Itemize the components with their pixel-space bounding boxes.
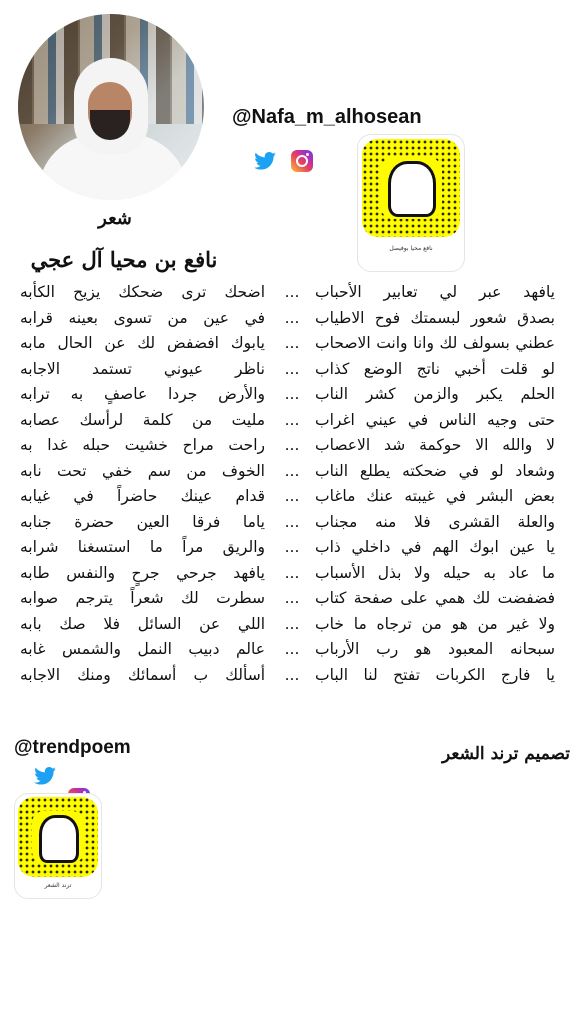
verse-separator: ... [284,538,300,556]
poem-line [20,564,555,589]
poem-line [20,666,555,691]
verse-first-half: سبحانه المعبود هو رب الأرباب [315,640,555,658]
poem-line [20,360,555,385]
poet-handle[interactable]: @Nafa_m_alhosean [232,106,422,128]
verse-first-half: يا فارج الكربات تفتح لنا الباب [315,665,555,684]
verse-first-half: ما عاد به حيله ولا بذل الأسباب [315,563,555,582]
poem-line [20,334,555,359]
verse-separator: ... [284,563,300,582]
verse-separator: ... [284,385,300,403]
verse-separator: ... [284,512,300,531]
verse-second-half: عالم دبيب النمل والشمس غابه [20,640,265,658]
poem-line [20,487,555,512]
verse-first-half: بصدق شعور لبسمتك فوح الاطياب [315,308,555,327]
poet-snapcode-caption: نافع محيا بوفيصل [389,245,433,252]
snapchat-ghost-icon [39,815,79,863]
poem-line [20,640,555,665]
verse-second-half: اضحك ترى ضحكك يزيح الكأبه [20,283,265,301]
verse-separator: ... [284,589,300,607]
verse-first-half: يا عين ابوك الهم في داخلي ذاب [315,538,555,556]
verse-first-half: فضفضت لك همي على صفحة كتاب [315,589,555,607]
verse-second-half: والأرض جردا عاصفٍ به ترابه [20,385,265,403]
twitter-icon[interactable] [34,767,56,785]
instagram-icon[interactable] [291,150,313,172]
poem-line [20,462,555,487]
verse-second-half: مليت من كلمة لرأسك عصابه [20,410,265,429]
twitter-icon[interactable] [254,152,276,170]
design-credit: تصميم ترند الشعر [442,744,570,764]
verse-second-half: يابوك افضفض لك عن الحال مابه [20,334,265,352]
poet-name: نافع بن محيا آل عجي [30,247,218,272]
verse-first-half: والعلة القشرى فلا منه مجناب [315,512,555,531]
verse-second-half: أسألك ب أسمائك ومنك الاجابه [20,665,265,684]
poem-line [20,436,555,461]
verse-first-half: حتى وجيه الناس في عيني اغراب [315,410,555,429]
verse-first-half: الحلم يكبر والزمن كشر الناب [315,385,555,403]
verse-second-half: راحت مراح خشيت حبله غدا به [20,436,265,454]
poet-snapcode[interactable] [357,134,465,272]
verse-first-half: لو قلت أخبي ناتج الوضع كذاب [315,359,555,378]
verse-separator: ... [284,487,300,505]
verse-first-half: عطني بسولف لك وانا وانت الاصحاب [315,334,555,352]
verse-second-half: ياما فرقا العين حضرة جنابه [20,512,265,531]
verse-separator: ... [284,359,300,378]
snapchat-ghost-icon [388,161,436,217]
poem-line [20,538,555,563]
verse-first-half: بعض البشر في غيبته عنك ماغاب [315,487,555,505]
poem-line [20,309,555,334]
verse-second-half: قدام عينك حاضراً في غيابه [20,487,265,505]
verse-separator: ... [284,410,300,429]
verse-second-half: ناظر عيوني تستمد الاجابه [20,359,265,378]
verse-separator: ... [284,308,300,327]
trend-handle[interactable]: @trendpoem [14,737,131,758]
verse-second-half: في عين من تسوى بعينه قرابه [20,308,265,327]
verse-first-half: لا والله الا حوكمة شد الاعصاب [315,436,555,454]
verse-first-half: يافهد عبر لي تعابير الأحباب [315,283,555,301]
poem-line [20,513,555,538]
verse-separator: ... [284,614,300,633]
verse-separator: ... [284,436,300,454]
poem-genre-label: شعر [98,208,132,229]
verse-separator: ... [284,283,300,301]
trend-snapcode-caption: ترند الشعر [44,882,72,889]
poem-line [20,411,555,436]
poem-line [20,615,555,640]
poet-avatar [18,14,204,200]
verse-second-half: اللي عن السائل فلا صك بابه [20,614,265,633]
verse-first-half: وشعاد لو في ضحكته يطلع الناب [315,461,555,480]
verse-separator: ... [284,334,300,352]
poem-line [20,283,555,308]
verse-second-half: سطرت لك شعراً يترجم صوابه [20,589,265,607]
verse-second-half: والريق مراً ما استسغنا شرابه [20,538,265,556]
verse-separator: ... [284,665,300,684]
poem-line [20,589,555,614]
verse-separator: ... [284,640,300,658]
verse-second-half: يافهد جرحي جرحٍ والنفس طابه [20,563,265,582]
poem-line [20,385,555,410]
verse-second-half: الخوف من سم خفي تحت نابه [20,461,265,480]
trend-snapcode[interactable] [14,793,102,899]
verse-separator: ... [284,461,300,480]
verse-first-half: ولا غير من هو من ترجاه ما خاب [315,614,555,633]
